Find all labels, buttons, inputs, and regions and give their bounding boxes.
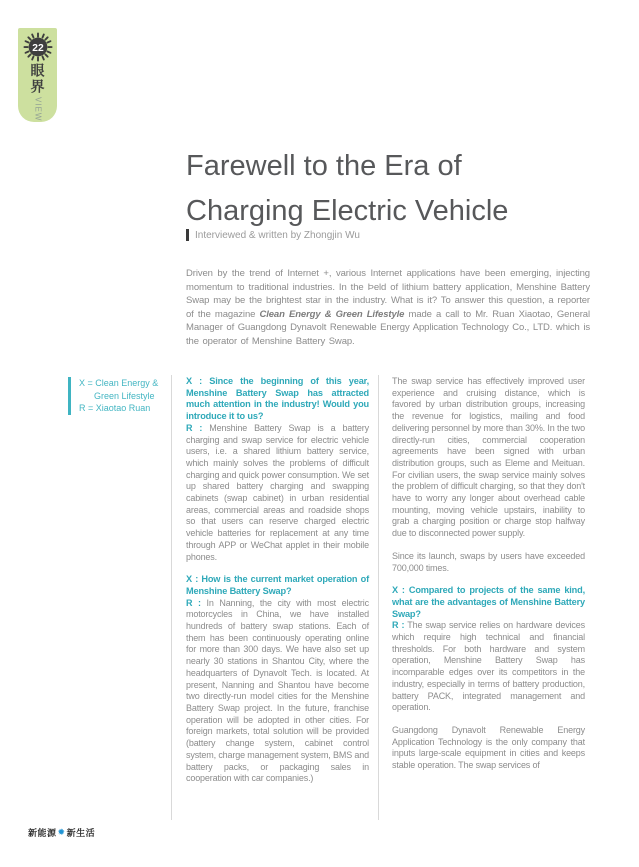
answer-2: [186, 598, 369, 785]
intro-paragraph: [186, 267, 590, 348]
answer-1: [186, 423, 369, 563]
legend-bar-icon: [68, 377, 71, 415]
question-2-prefix: X :: [186, 574, 199, 585]
question-3: [392, 585, 585, 620]
intro-part2: made a call to Mr. Ruan Xiaotao, General Manager of Guangdong Dynavolt Renewable Energy Application Technology Co., LTD. which is the operator of Menshine Battery Swap.: [186, 308, 590, 347]
question-1-text: Since the beginning of this year, Menshine Battery Swap has attracted much attention in the industry! Would you introduce it to us?: [186, 376, 369, 422]
article-title-line2: Charging Electric Vehicle: [186, 195, 509, 227]
intro-part1: Driven by the trend of Internet +, various Internet applications have been emerging, injecting momentum to traditional industries. In the Þeld of lithium battery application, Menshine Battery Swap may be the brightest star in the industry. What is it? To answer this question, a reporter of the magazine: [186, 268, 590, 320]
question-2-text: How is the current market operation of Menshine Battery Swap?: [186, 574, 369, 596]
byline-bar-icon: [186, 229, 189, 241]
question-1-prefix: X :: [186, 376, 203, 386]
answer-3-prefix: R :: [392, 620, 405, 631]
byline: [186, 229, 360, 241]
article-title: [186, 144, 606, 234]
page-number-sunburst-icon: [23, 32, 53, 62]
column-divider-right: [378, 375, 379, 820]
question-3-prefix: X :: [392, 585, 405, 596]
paragraph-swap-service: The swap service has effectively improved user experience and cruising distance, which is favored by urban distribution groups, increasing the revenue for logistics, mailing and food delivering personnel by more than 30%. In the two directly-run cities, commercial cooperation agreements have been signed with urban distribution groups, such as Eleme and Meituan. For civilian users, the swap service mainly solves the problem of difficult charging, so that they don't have to worry any longer about overhead cable mounting, moving vehicle upstairs, inability to grab a charging position or charge stop halfway due to disconnected power supply.: [392, 376, 585, 539]
sun-icon: ✹: [57, 827, 66, 837]
question-2: [186, 574, 369, 597]
answer-3: [392, 620, 585, 714]
legend-line3: R = Xiaotao Ruan: [79, 403, 151, 413]
page-number: 22: [31, 42, 44, 54]
section-title-english: VIEW: [33, 97, 43, 122]
legend-line2: Green Lifestyle: [94, 390, 155, 401]
footer-logo-left: 新能源: [28, 828, 57, 838]
section-title-chinese: 眼界: [29, 63, 46, 95]
magazine-name: Clean Energy & Green Lifestyle: [259, 308, 405, 320]
question-3-text: Compared to projects of the same kind, what are the advantages of Menshine Battery Swap?: [392, 585, 586, 619]
text-column-2: [392, 376, 585, 783]
paragraph-launch-stats: Since its launch, swaps by users have exceeded 700,000 times.: [392, 550, 585, 573]
answer-2-text: In Nanning, the city with most electric motorcycles in China, we have installed hundreds of battery swap stations. Each of them has been continuously operating online for more than 300 days. We have also set up nearly 30 stations in Shantou City, where the headquarters of Dynavolt Tech. is located. At present, Nanning and Shantou have become two directly-run model cities for the Menshine Battery Swap project. In the future, franchise operation will be adopted in other cities. For foreign markets, total solution will be provided (battery change system, cabinet control system, charge management system, BMS and battery packs, or packaging sales in cooperation with car companies.): [186, 597, 369, 784]
answer-2-prefix: R :: [186, 597, 201, 608]
answer-3-text: The swap service relies on hardware devices which require high technical and financial thresholds. For both hardware and system operation, Menshine Battery Swap has incomparable edges over its competitors in the industry, especially in terms of battery production, battery PACK, integrated management and operation.: [392, 620, 585, 713]
column-divider-left: [171, 375, 172, 820]
answer-1-prefix: R :: [186, 422, 203, 433]
article-title-line1: Farewell to the Era of: [186, 150, 462, 182]
text-column-1: [186, 376, 369, 796]
answer-1-text: Menshine Battery Swap is a battery charging and swap service for electric vehicle users, i.e. a shared lithium battery service, which mainly solves the problems of difficult charging and quick power consumption. We set up shared battery charging and swapping cabinets (swap cabinet) in urban residential areas, commercial areas and roadside shops so that users can reserve charged electric vehicle batteries for replacement at any time through APP or WeChat applet in their mobile phones.: [186, 422, 369, 562]
footer-logo-right: 新生活: [66, 828, 96, 838]
question-1: [186, 376, 369, 423]
paragraph-guangdong-dynavolt: Guangdong Dynavolt Renewable Energy Application Technology is the only company that inputs large-scale equipment in cities and keeps stable operation. The swap services of: [392, 724, 585, 771]
footer-logo: [28, 826, 95, 839]
interview-legend: [79, 377, 174, 415]
section-tab: [18, 28, 57, 122]
legend-line1: X = Clean Energy &: [79, 378, 159, 388]
byline-text: Interviewed & written by Zhongjin Wu: [195, 229, 360, 241]
